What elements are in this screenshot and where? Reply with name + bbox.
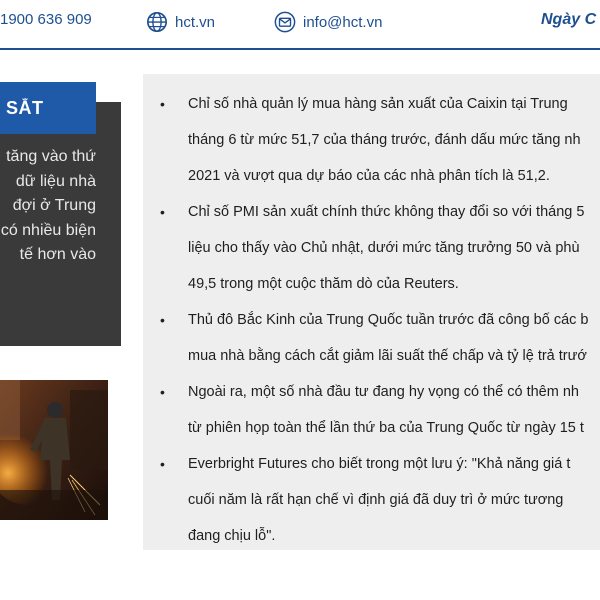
bullet-line: • Everbright Futures cho biết trong một lưu ý: "Khả năng giá t bbox=[188, 456, 571, 472]
website-contact[interactable] bbox=[146, 11, 215, 33]
bullet-line: • Chỉ số nhà quản lý mua hàng sản xuất của Caixin tại Trung bbox=[188, 96, 568, 112]
bullet-line: • Chỉ số PMI sản xuất chính thức không thay đổi so với tháng 5 bbox=[188, 204, 585, 220]
bullet-line: đang chịu lỗ". bbox=[188, 528, 276, 544]
bullet-line: 49,5 trong một cuộc thăm dò của Reuters. bbox=[188, 276, 459, 292]
bullet-line: 2021 và vượt qua dự báo của các nhà phân tích là 51,2. bbox=[188, 168, 550, 184]
phone-contact[interactable] bbox=[0, 11, 92, 28]
bullet-line: • Thủ đô Bắc Kinh của Trung Quốc tuần trước đã công bố các b bbox=[188, 312, 589, 328]
phone-number: 1900 636 909 bbox=[0, 11, 92, 28]
email-text: info@hct.vn bbox=[303, 13, 383, 31]
email-contact[interactable] bbox=[274, 11, 382, 33]
steel-worker-photo bbox=[0, 380, 108, 520]
bullet-item bbox=[143, 194, 600, 302]
bullet-item bbox=[143, 302, 600, 374]
bullet-line: tháng 6 từ mức 51,7 của tháng trước, đánh dấu mức tăng nh bbox=[188, 132, 581, 148]
bullet-item bbox=[143, 374, 600, 446]
website-text: hct.vn bbox=[175, 13, 216, 31]
bullet-line: liệu cho thấy vào Chủ nhật, dưới mức tăng trưởng 50 và phù bbox=[188, 240, 580, 256]
date-label: Ngày C bbox=[541, 11, 597, 28]
bullet-line: mua nhà bằng cách cắt giảm lãi suất thế chấp và tỷ lệ trả trướ bbox=[188, 348, 587, 364]
left-paragraph bbox=[0, 145, 96, 268]
bullet-item bbox=[143, 446, 600, 550]
left-paragraph-line: dữ liệu nhà bbox=[15, 172, 96, 190]
bullet-line: • Ngoài ra, một số nhà đầu tư đang hy vọng có thể có thêm nh bbox=[188, 384, 579, 400]
bullet-line: cuối năm là rất hạn chế vì định giá đã duy trì ở mức tương bbox=[188, 492, 564, 508]
section-title: SẮT bbox=[6, 98, 44, 118]
left-paragraph-line: đợi ở Trung bbox=[12, 197, 96, 214]
header-bar bbox=[0, 0, 600, 50]
mail-icon bbox=[274, 11, 296, 33]
bullet-line: từ phiên họp toàn thể lần thứ ba của Trung Quốc từ ngày 15 t bbox=[188, 420, 584, 436]
left-paragraph-line: tế hơn vào bbox=[19, 246, 96, 263]
left-paragraph-line: tăng vào thứ bbox=[6, 148, 96, 165]
content-panel bbox=[143, 74, 600, 550]
bullet-list bbox=[143, 74, 600, 550]
bullet-item bbox=[143, 86, 600, 194]
header-divider bbox=[0, 48, 600, 50]
globe-icon bbox=[146, 11, 168, 33]
left-paragraph-line: có nhiều biện bbox=[0, 221, 96, 239]
